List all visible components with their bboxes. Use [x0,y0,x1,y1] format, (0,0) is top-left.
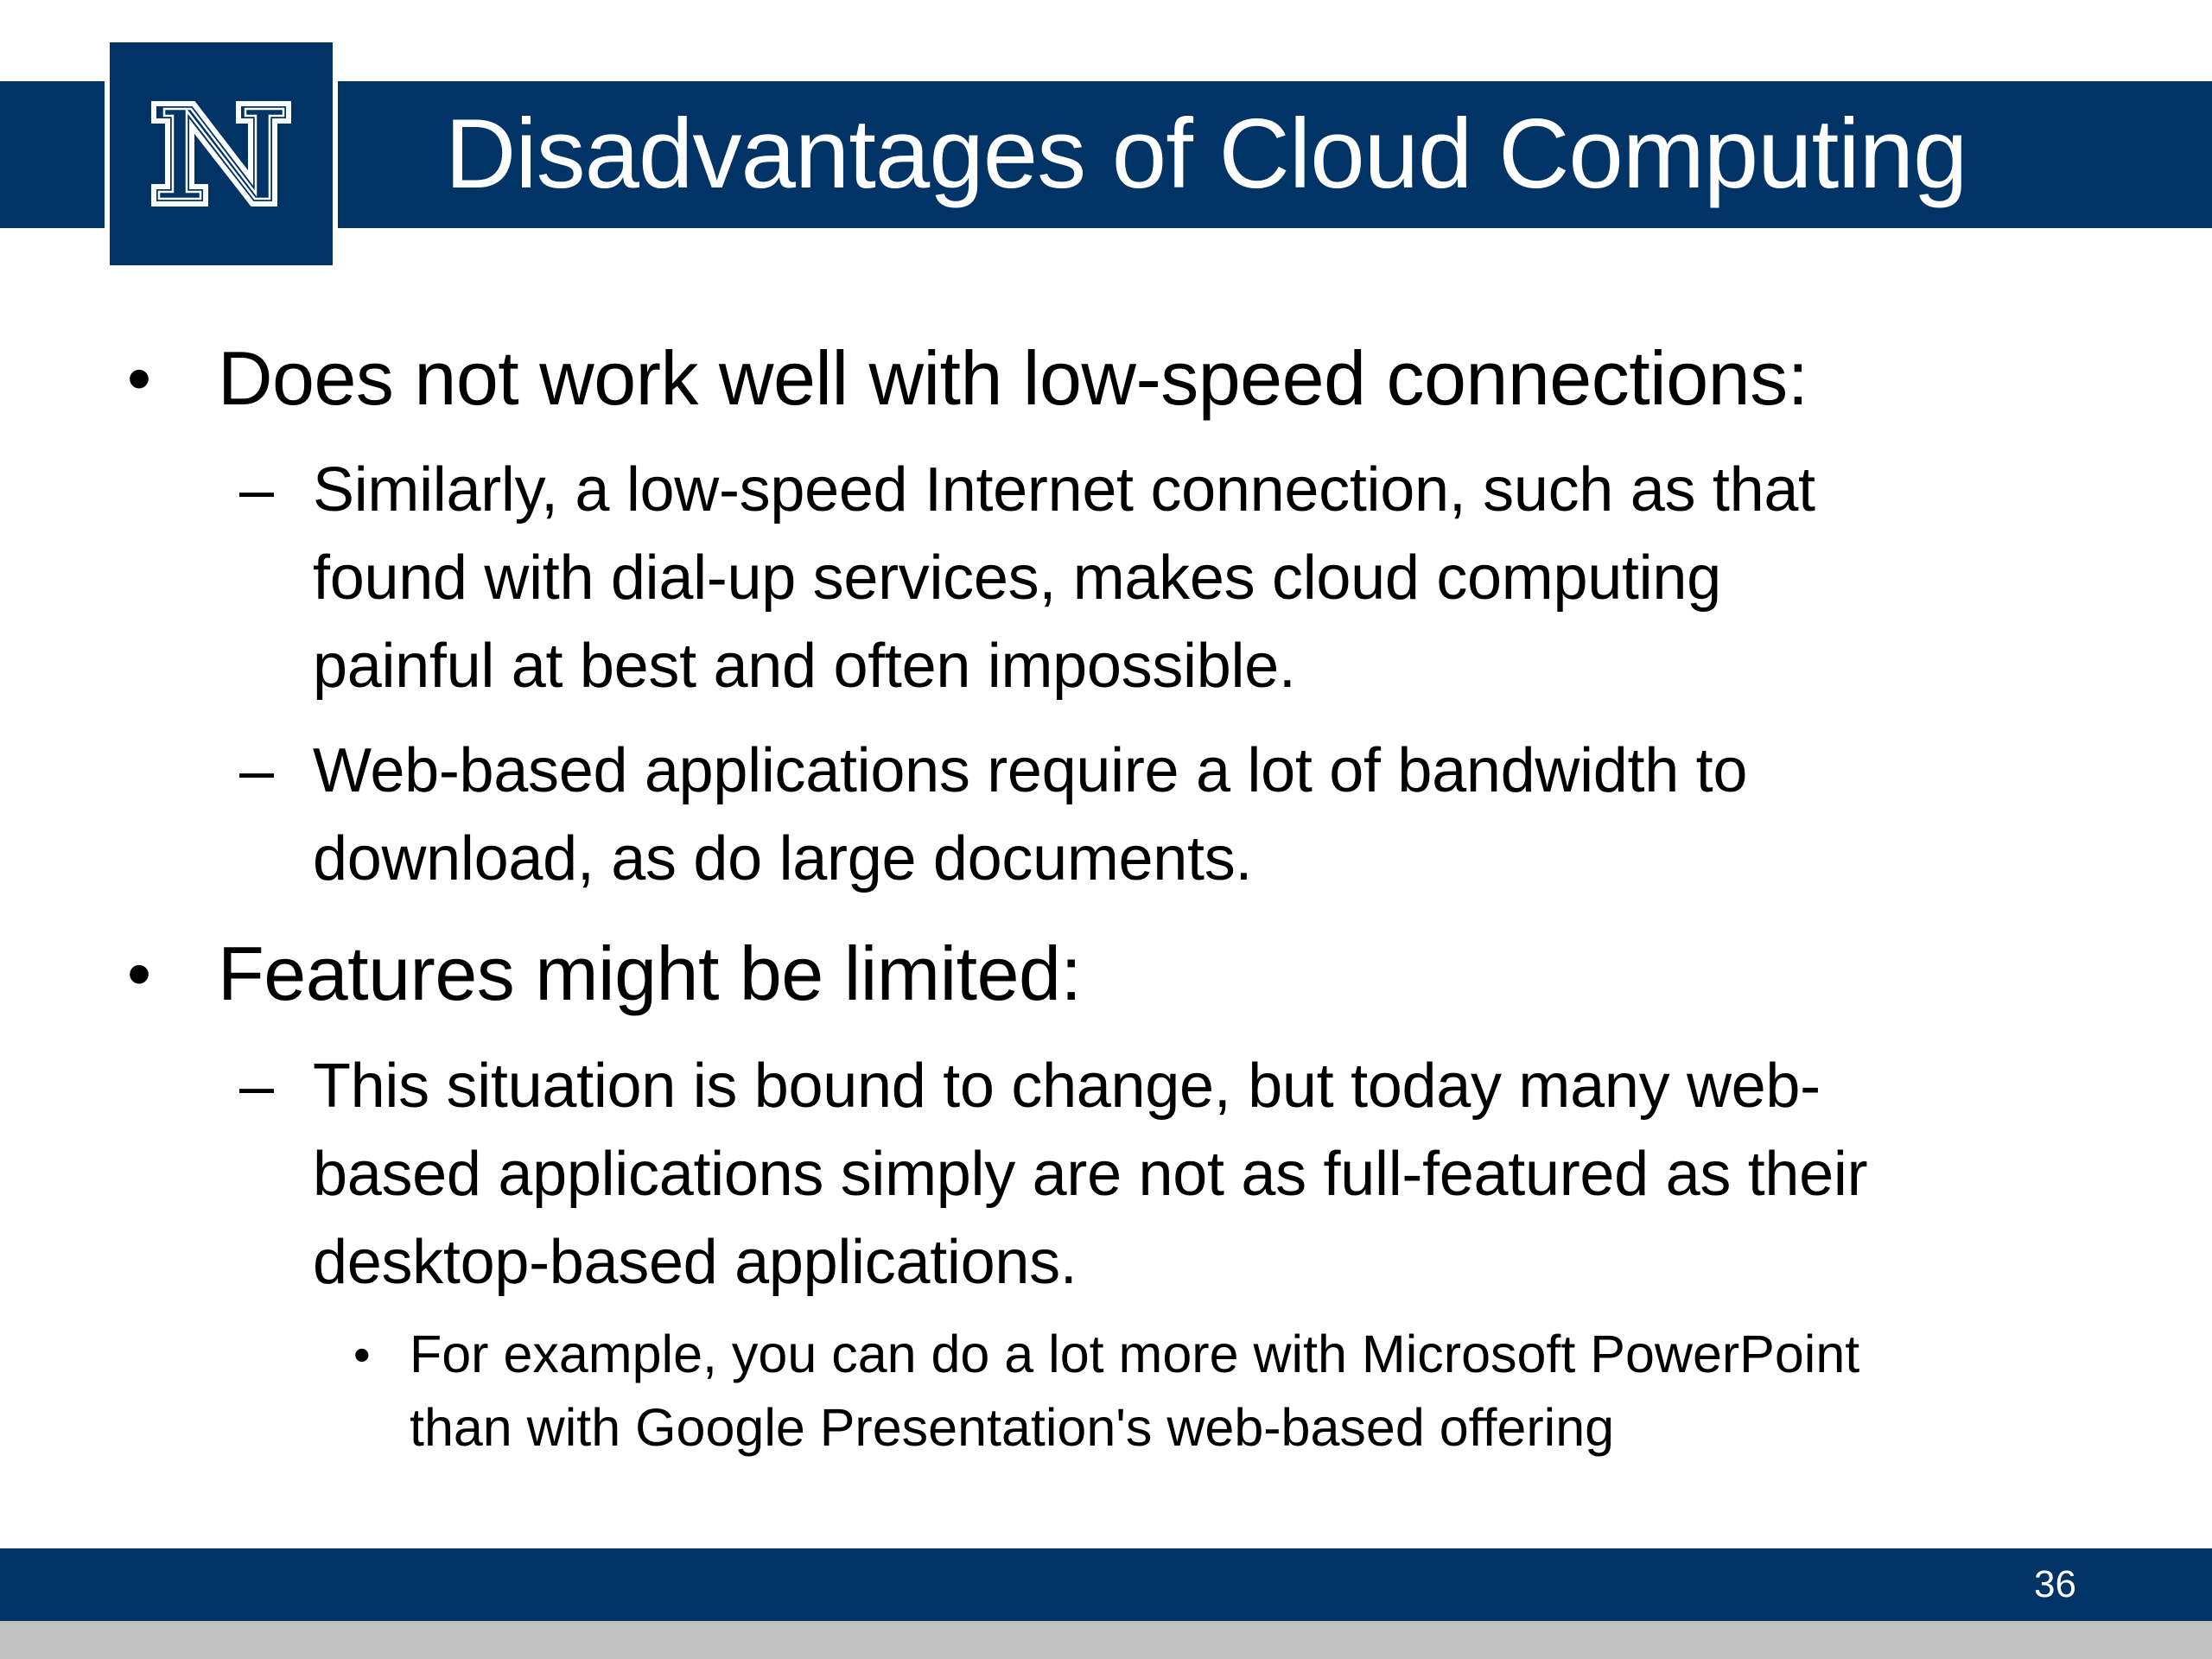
bullet-icon: • [127,935,151,1012]
sub-bullet-line: download, as do large documents. [313,824,1253,893]
sub-bullet-line: This situation is bound to change, but today many web- [313,1052,1821,1121]
bullet-text: Features might be limited: [218,931,1082,1016]
slide-title: Disadvantages of Cloud Computing [445,99,1967,209]
dash-icon: – [239,1052,274,1121]
dash-icon: – [239,736,274,805]
sub-bullet-line: desktop-based applications. [313,1228,1077,1297]
sub-bullet-line: painful at best and often impossible. [313,632,1296,701]
bullet-text: Does not work well with low-speed connections: [218,335,1808,421]
sub-bullet-item [239,727,1748,903]
bullet-item [127,335,1808,422]
sub-sub-bullet-line: For example, you can do a lot more with Microsoft PowerPoint [410,1325,1860,1383]
sub-bullet-line: Similarly, a low-speed Internet connection, such as that [313,455,1815,524]
sub-bullet-line: found with dial-up services, makes cloud computing [313,543,1721,613]
block-n-logo-icon [149,99,294,209]
bullet-item [127,931,1082,1017]
sub-bullet-line: Web-based applications require a lot of bandwidth to [313,736,1748,805]
sub-bullet-line: based applications simply are not as full-featured as their [313,1140,1868,1209]
dash-icon: – [239,455,274,524]
bullet-icon: • [127,340,151,416]
page-number: 36 [2034,1563,2076,1605]
bottom-border [0,1621,2212,1659]
sub-bullet-item [239,1042,1868,1306]
footer-bar [0,1548,2212,1621]
bullet-icon: • [353,1327,371,1382]
sub-sub-bullet-item [353,1318,1860,1465]
sub-sub-bullet-line: than with Google Presentation's web-based offering [410,1398,1615,1457]
university-logo [110,42,333,265]
sub-bullet-item [239,446,1815,710]
